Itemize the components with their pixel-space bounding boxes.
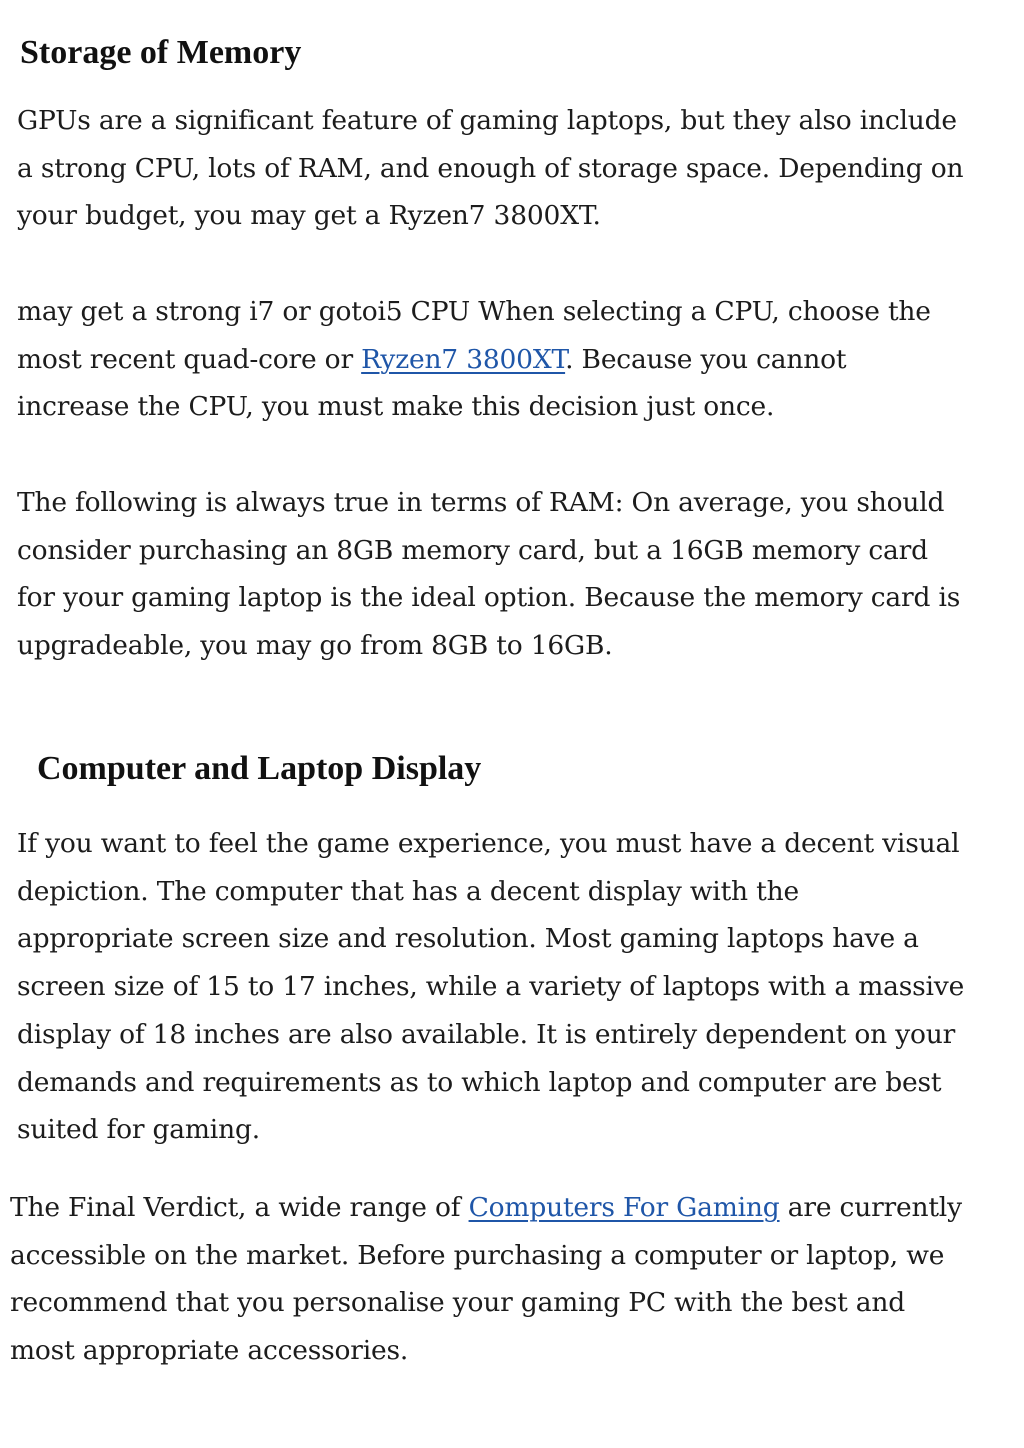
text-line: display of 18 inches are also available. It is entirely dependent on your [17, 1018, 956, 1050]
text-line: depiction. The computer that has a decent display with the [17, 875, 799, 907]
text-line [17, 336, 931, 384]
computers-for-gaming-link[interactable]: Computers For Gaming [468, 1192, 780, 1223]
text-fragment: are currently [779, 1192, 962, 1223]
text-line: suited for gaming. [17, 1114, 260, 1146]
text-line [10, 1184, 962, 1232]
paragraph-gpu-intro [17, 97, 963, 240]
text-fragment: The Final Verdict, a wide range of [10, 1192, 469, 1223]
text-line: most appropriate accessories. [10, 1335, 409, 1367]
text-line: GPUs are a significant feature of gaming laptops, but they also include [17, 105, 957, 136]
text-line: consider purchasing an 8GB memory card, but a 16GB memory card [17, 534, 928, 566]
heading-storage-of-memory: Storage of Memory [20, 34, 302, 71]
text-line: appropriate screen size and resolution. Most gaming laptops have a [17, 923, 919, 955]
text-line: a strong CPU, lots of RAM, and enough of storage space. Depending on [17, 152, 964, 184]
heading-computer-and-laptop-display: Computer and Laptop Display [37, 750, 482, 787]
text-line: accessible on the market. Before purchasing a computer or laptop, we [10, 1239, 945, 1271]
paragraph-display [17, 820, 964, 1154]
text-line: If you want to feel the game experience, you must have a decent visual [17, 828, 960, 859]
text-line: your budget, you may get a Ryzen7 3800XT. [17, 200, 601, 232]
text-line: demands and requirements as to which laptop and computer are best [17, 1066, 942, 1098]
text-line: increase the CPU, you must make this decision just once. [17, 391, 775, 423]
paragraph-final-verdict [10, 1184, 962, 1375]
text-line: The following is always true in terms of RAM: On average, you should [17, 487, 945, 518]
text-line: recommend that you personalise your gaming PC with the best and [10, 1287, 906, 1319]
text-line: screen size of 15 to 17 inches, while a variety of laptops with a massive [17, 971, 965, 1003]
text-fragment: most recent quad-core or [17, 343, 362, 375]
ryzen7-3800xt-link[interactable]: Ryzen7 3800XT [361, 343, 566, 375]
text-line: for your gaming laptop is the ideal option. Because the memory card is [17, 582, 961, 614]
text-line: upgradeable, you may go from 8GB to 16GB. [17, 630, 613, 662]
paragraph-ram [17, 479, 960, 670]
text-line: may get a strong i7 or gotoi5 CPU When selecting a CPU, choose the [17, 296, 931, 327]
text-fragment: . Because you cannot [565, 343, 847, 375]
paragraph-cpu-selection [17, 288, 931, 431]
